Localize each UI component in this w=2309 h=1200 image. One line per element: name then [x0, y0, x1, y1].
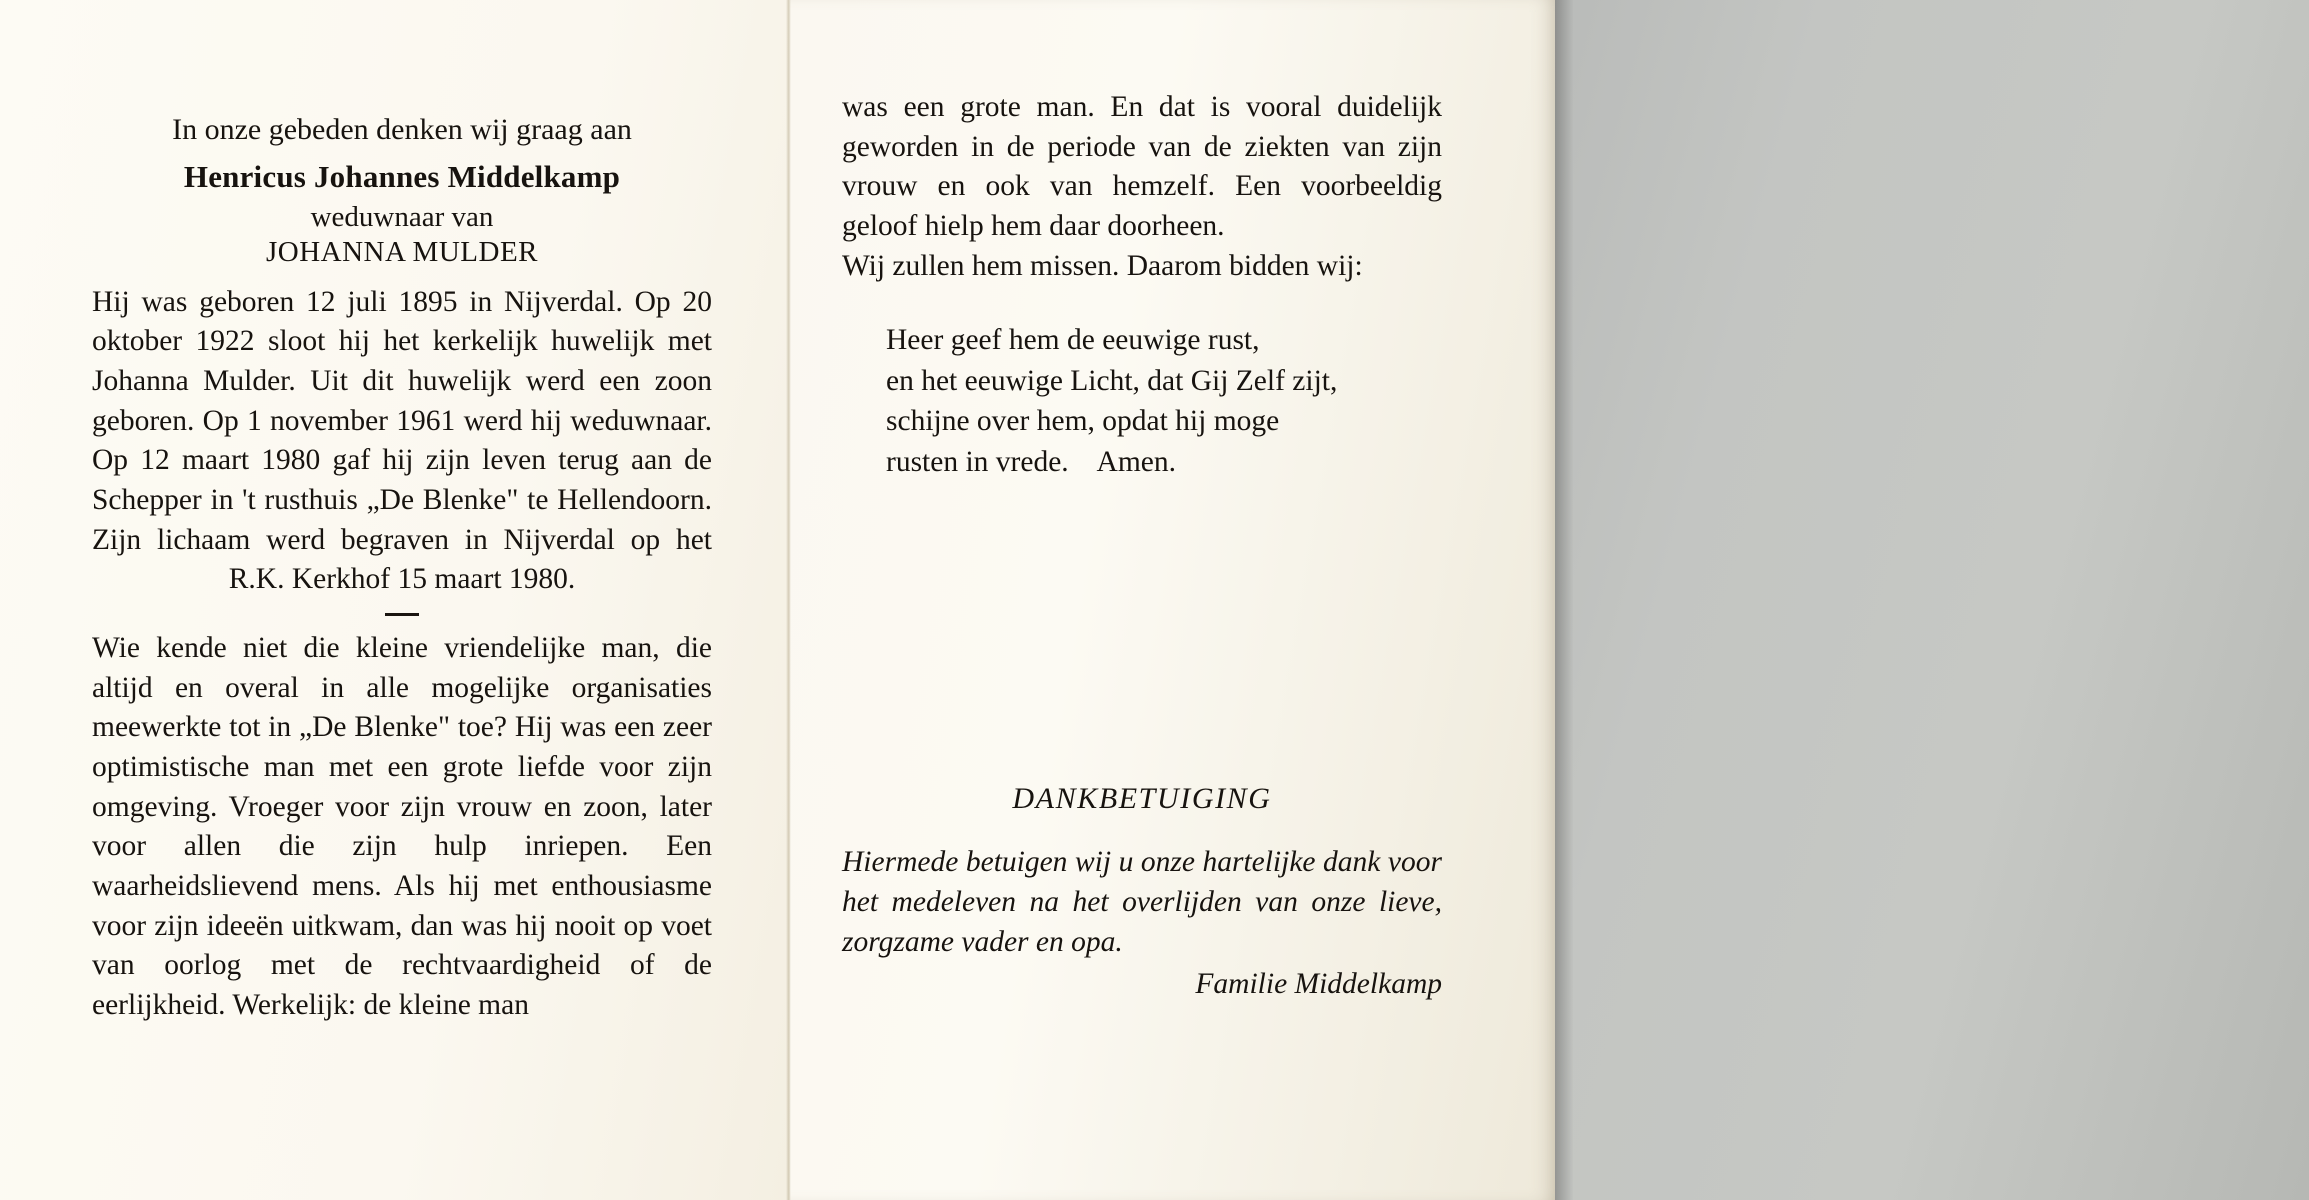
prayer-line-2: en het eeuwige Licht, dat Gij Zelf zijt,	[886, 364, 1338, 397]
left-text-column	[92, 110, 712, 1026]
prayer-line-1: Heer geef hem de eeuwige rust,	[886, 324, 1260, 357]
deceased-name: Henricus Johannes Middelkamp	[183, 158, 621, 194]
tribute-paragraph: Wie kende niet die kleine vriendelijke man, die altijd en overal in alle mogelijke organisaties meewerkte tot in „De Blenke" toe? Hij was een zeer optimistische man met een grote liefde voor zijn omgeving. Vroeger voor zijn vrouw en zoon, later voor allen die zijn hulp inriepen. Een waarheidslievend mens. Als hij met enthousiasme voor zijn ideeën uitkwam, dan was hij nooit op voet van oorlog met de rechtvaardigheid of de eerlijkheid. Werkelijk: de kleine man	[92, 631, 712, 1021]
lead-line: In onze gebeden denken wij graag aan	[172, 113, 632, 146]
prayer-line-4: rusten in vrede. Amen.	[886, 445, 1177, 478]
closing-paragraph: Wij zullen hem missen. Daarom bidden wij:	[842, 249, 1363, 282]
middle-text-column	[842, 88, 1442, 1001]
thanks-signature: Familie Middelkamp	[1195, 968, 1442, 1001]
right-grey-panel	[1555, 0, 2309, 1200]
biography-paragraph: Hij was geboren 12 juli 1895 in Nijverdal. Op 20 oktober 1922 sloot hij het kerkelijk huwelijk met Johanna Mulder. Uit dit huwelijk werd een zoon geboren. Op 1 november 1961 werd hij weduwnaar. Op 12 maart 1980 gaf hij zijn leven terug aan de Schepper in 't rusthuis „De Blenke" te Hellendoorn. Zijn lichaam werd begraven in Nijverdal op het R.K. Kerkhof 15 maart 1980.	[92, 285, 712, 596]
thanks-title: DANKBETUIGING	[1012, 781, 1272, 815]
tribute-continued-paragraph: was een grote man. En dat is vooral duidelijk geworden in de periode van de ziekten van zijn vrouw en ook van hemzelf. Een voorbeeldig geloof hielp hem daar doorheen.	[842, 91, 1442, 243]
prayer-block	[886, 320, 1442, 482]
thanks-body: Hiermede betuigen wij u onze hartelijke dank voor het medeleven na het overlijden van onze lieve, zorgzame vader en opa.	[842, 845, 1442, 959]
spouse-name: JOHANNA MULDER	[265, 235, 539, 268]
panel-fold-line	[786, 0, 791, 1200]
prayer-line-3: schijne over hem, opdat hij moge	[886, 405, 1280, 438]
section-divider	[385, 613, 419, 616]
relation-line: weduwnaar van	[310, 200, 494, 233]
